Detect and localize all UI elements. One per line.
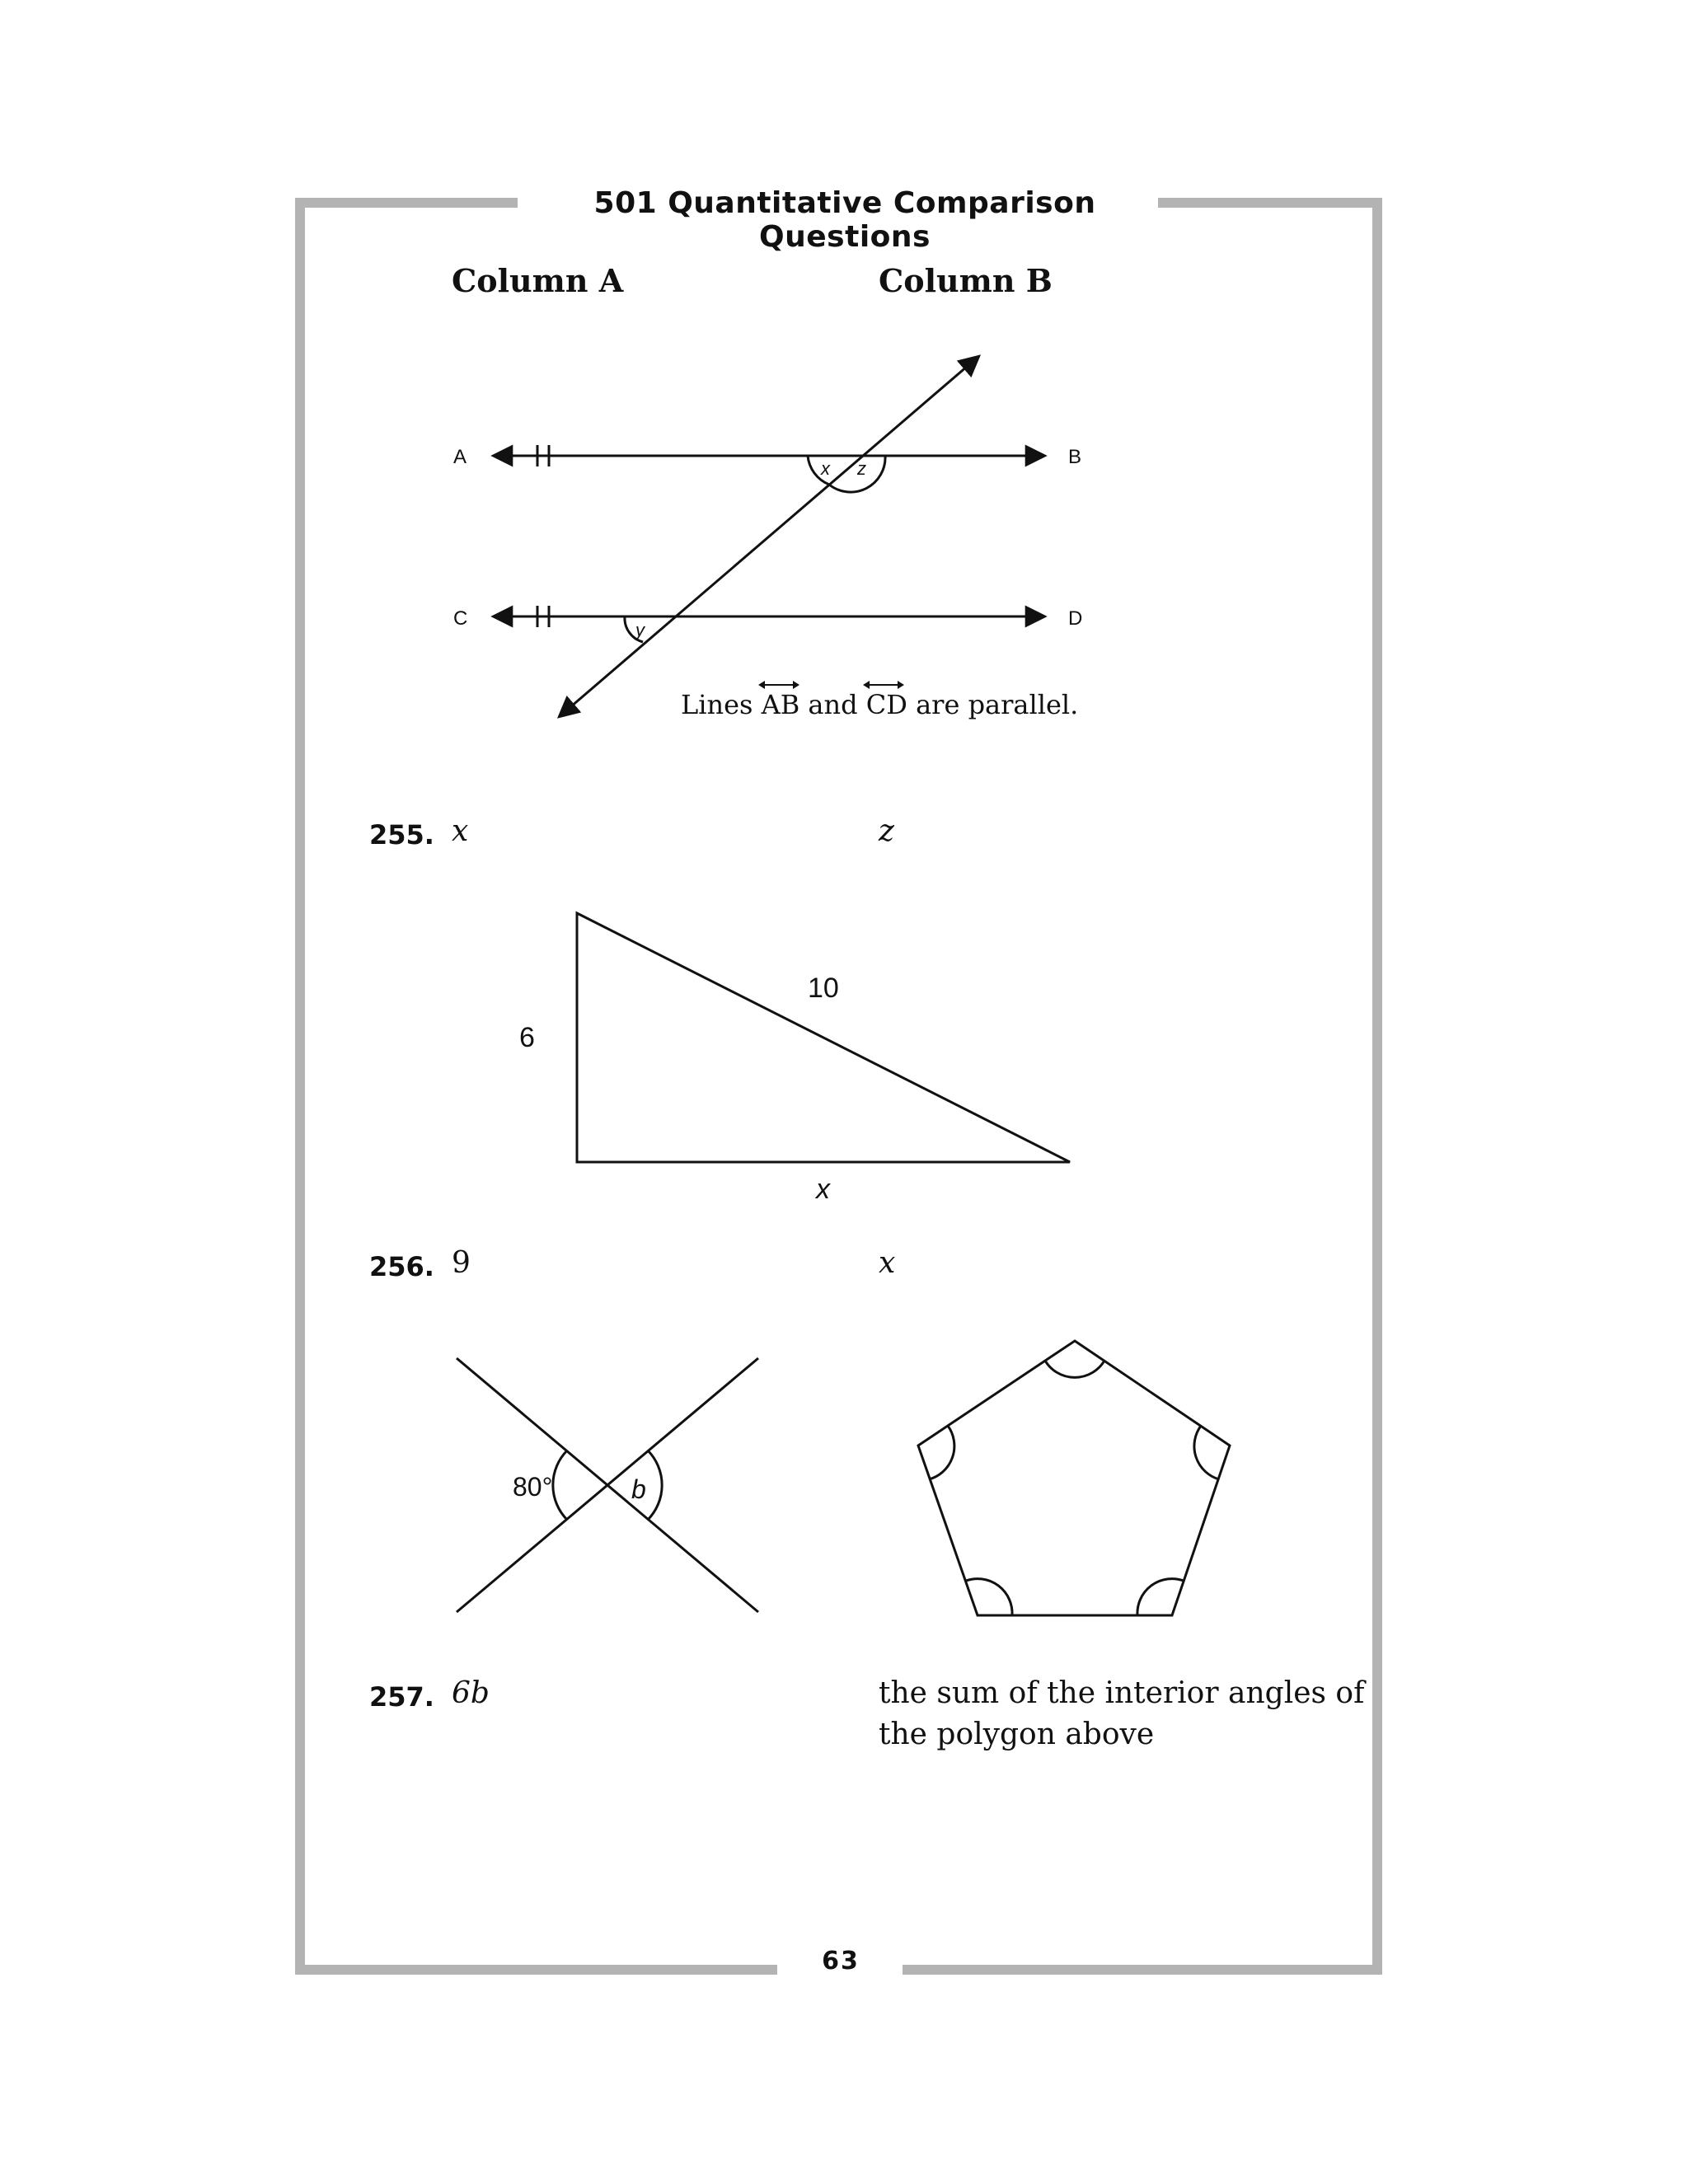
interior-angle-arc-left [929,1426,954,1479]
question-256-number: 256. [369,1251,434,1282]
column-b-heading: Column B [879,262,1053,299]
line-name-ab: AB [762,689,800,720]
question-256-column-b: x [879,1246,896,1280]
side-label-hypotenuse: 10 [808,972,839,1004]
point-label-b: B [1068,446,1082,468]
question-255-column-a: x [452,814,469,848]
question-257-column-b-line-2: the polygon above [879,1718,1155,1751]
angle-label-80: 80° [513,1472,553,1502]
interior-angle-arc-top [1045,1361,1104,1377]
question-255-column-b: z [879,814,894,848]
page-number: 63 [822,1947,860,1975]
question-255-number: 255. [369,819,434,851]
angle-label-y: y [635,620,645,640]
point-label-a: A [453,446,467,468]
caption-text-2: and [799,689,866,720]
interior-angle-arc-bottom-left [966,1579,1012,1615]
page-title: 501 Quantitative Comparison Questions [593,186,1096,254]
question-256-column-a: 9 [452,1246,471,1280]
point-label-d: D [1068,607,1083,630]
caption-text-3: are parallel. [907,689,1079,720]
regular-pentagon [918,1341,1230,1615]
line-name-cd: CD [866,689,907,720]
angle-label-b: b [631,1474,646,1504]
question-257-number: 257. [369,1681,434,1713]
column-a-heading: Column A [452,262,624,299]
question-257-column-b-line-1: the sum of the interior angles of [879,1676,1365,1710]
angle-label-x: x [821,458,830,479]
side-label-vertical: 6 [519,1022,535,1053]
angle-label-z: z [857,458,866,479]
interior-angle-arc-right [1194,1426,1219,1479]
caption-text-1: Lines [681,689,762,720]
side-label-base: x [816,1174,830,1205]
question-257-column-a: 6b [452,1676,490,1710]
point-label-c: C [453,607,468,630]
interior-angle-arc-bottom-right [1137,1579,1184,1615]
